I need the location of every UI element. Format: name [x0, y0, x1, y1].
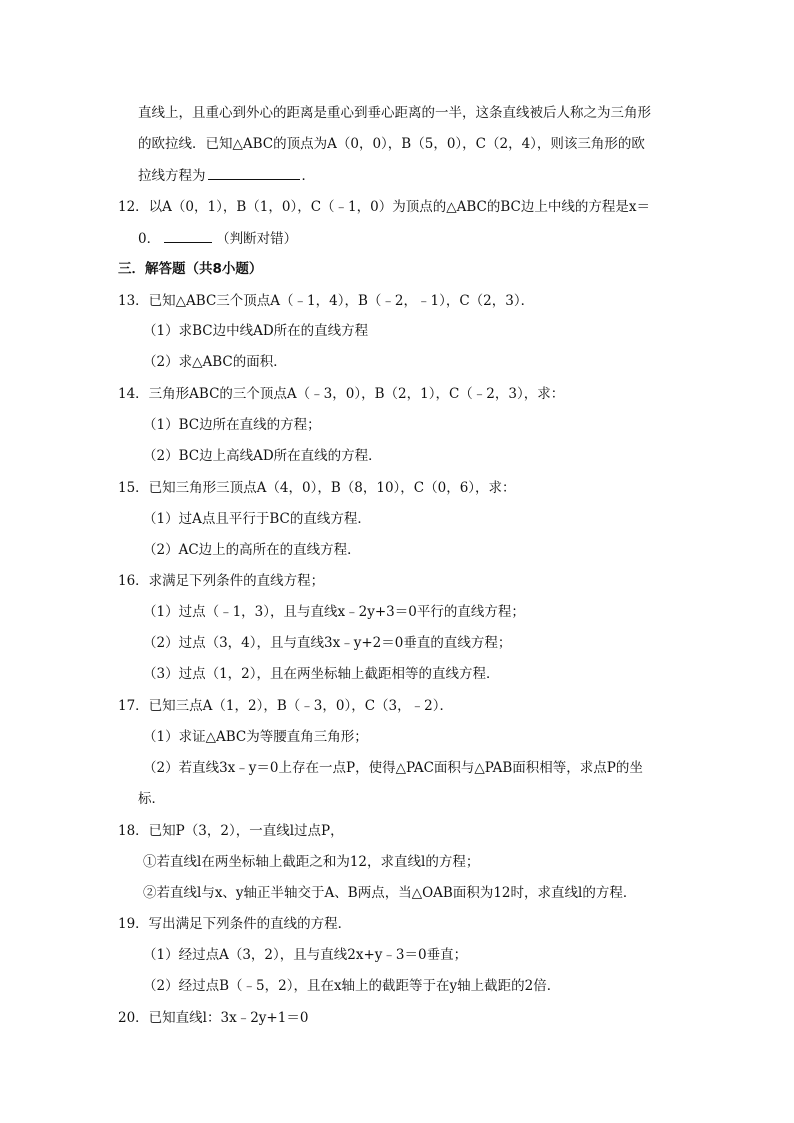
q20-stem: 20．已知直线l：3x﹣2y+1＝0 — [118, 1010, 309, 1026]
q15-stem: 15．已知三角形三顶点A（4，0），B（8，10），C（0，6），求： — [118, 480, 516, 496]
q17-stem: 17．已知三点A（1，2），B（﹣3，0），C（3，﹣2）． — [118, 698, 453, 714]
q15-part-1: （1）过A点且平行于BC的直线方程． — [143, 511, 371, 527]
q12-judge: （判断对错） — [216, 231, 298, 247]
q19-part-1: （1）经过点A（3，2），且与直线2x+y﹣3＝0垂直； — [143, 947, 468, 963]
q15-part-2: （2）AC边上的高所在的直线方程． — [143, 542, 361, 558]
q13-stem: 13．已知△ABC三个顶点A（﹣1，4），B（﹣2，﹣1），C（2，3）． — [118, 293, 535, 309]
q12-line-2 — [138, 229, 297, 248]
answer-blank — [208, 166, 300, 180]
q11-line-2: 的欧拉线．已知△ABC的顶点为A（0，0），B（5，0），C（2，4），则该三角形的欧 — [138, 136, 645, 152]
q12-line-1: 12．以A（0，1），B（1，0），C（﹣1，0）为顶点的△ABC的BC边上中线的方程是x＝ — [118, 199, 650, 215]
q14-part-2: （2）BC边上高线AD所在直线的方程． — [143, 448, 382, 464]
q18-part-2: ②若直线l与x、y轴正半轴交于A、B两点，当△OAB面积为12时，求直线l的方程． — [143, 885, 637, 901]
q11-period: ． — [301, 168, 315, 184]
q14-part-1: （1）BC边所在直线的方程； — [143, 417, 321, 433]
q11-line-1: 直线上，且重心到外心的距离是重心到垂心距离的一半，这条直线被后人称之为三角形 — [138, 105, 651, 121]
q14-stem: 14．三角形ABC的三个顶点A（﹣3，0），B（2，1），C（﹣2，3），求： — [118, 386, 565, 402]
q11-line-3 — [138, 166, 315, 185]
section-heading: 三．解答题（共8小题） — [118, 261, 263, 277]
q19-stem: 19．写出满足下列条件的直线的方程． — [118, 916, 352, 932]
q16-part-1: （1）过点（﹣1，3），且与直线x﹣2y+3＝0平行的直线方程； — [143, 604, 525, 620]
q16-stem: 16．求满足下列条件的直线方程； — [118, 573, 325, 589]
q13-part-1: （1）求BC边中线AD所在的直线方程 — [143, 323, 369, 339]
q18-stem: 18．已知P（3，2），一直线l过点P， — [118, 823, 344, 839]
q16-part-3: （3）过点（1，2），且在两坐标轴上截距相等的直线方程． — [143, 666, 500, 682]
q17-part-2: （2）若直线3x﹣y＝0上存在一点P，使得△PAC面积与△PAB面积相等，求点P的坐 — [143, 760, 643, 776]
q17-part-1: （1）求证△ABC为等腰直角三角形； — [143, 729, 368, 745]
q19-part-2: （2）经过点B（﹣5，2），且在x轴上的截距等于在y轴上截距的2倍． — [143, 978, 561, 994]
q13-part-2: （2）求△ABC的面积． — [143, 354, 287, 370]
q17-part-2-cont: 标． — [138, 791, 165, 807]
q11-text: 拉线方程为 — [138, 168, 206, 184]
q16-part-2: （2）过点（3，4），且与直线3x﹣y+2＝0垂直的直线方程； — [143, 635, 512, 651]
q18-part-1: ①若直线l在两坐标轴上截距之和为12，求直线l的方程； — [143, 854, 480, 870]
q12-text: 0． — [138, 231, 161, 247]
answer-blank — [164, 229, 212, 243]
